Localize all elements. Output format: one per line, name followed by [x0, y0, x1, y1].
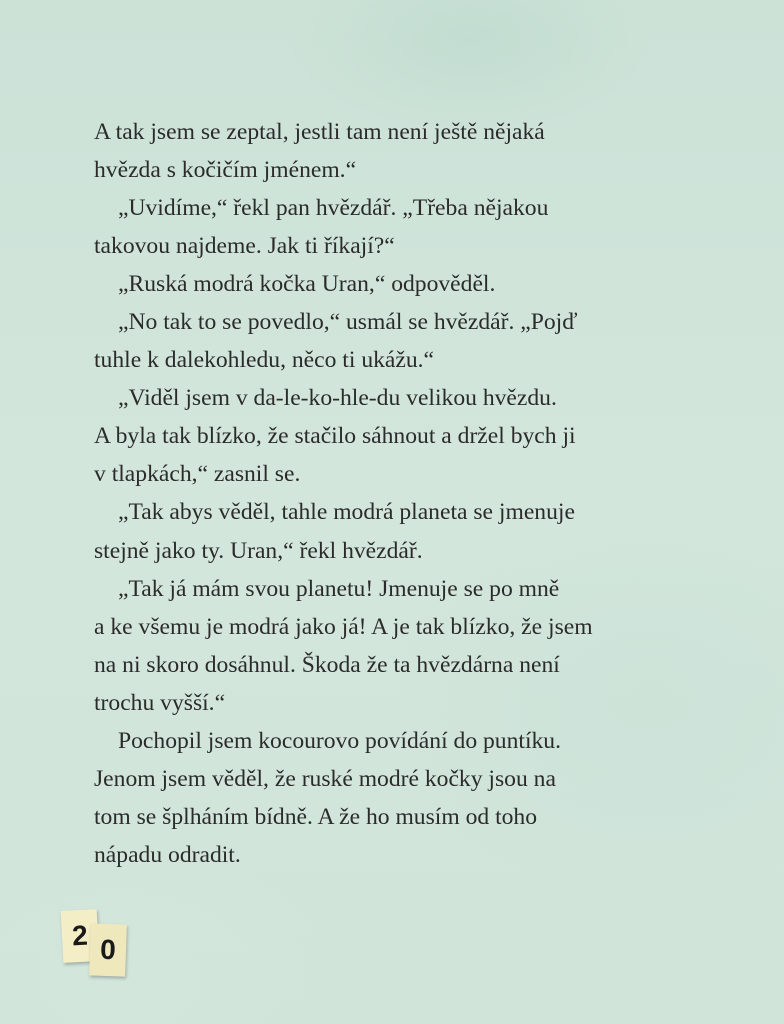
- text-line: A tak jsem se zeptal, jestli tam není ještě nějaká: [94, 119, 545, 145]
- text-line: hvězda s kočičím jménem.“: [94, 157, 357, 184]
- text-line: trochu vyšší.“: [94, 689, 226, 716]
- text-line: tuhle k dalekohledu, něco ti ukážu.“: [94, 347, 435, 374]
- text-line: A byla tak blízko, že stačilo sáhnout a držel bych ji: [94, 423, 576, 450]
- text-line: „Ruská modrá kočka Uran,“ odpověděl.: [118, 271, 496, 298]
- text-line: nápadu odradit.: [94, 841, 241, 868]
- text-line: „Viděl jsem v da-le-ko-hle-du velikou hvězdu.: [118, 385, 557, 412]
- text-line: tom se šplháním bídně. A že ho musím od toho: [94, 803, 538, 830]
- text-line: stejně jako ty. Uran,“ řekl hvězdář.: [94, 537, 423, 564]
- text-line: takovou najdeme. Jak ti říkají?“: [94, 233, 395, 260]
- text-line: Jenom jsem věděl, že ruské modré kočky jsou na: [94, 765, 556, 792]
- text-line: „No tak to se povedlo,“ usmál se hvězdář. „Pojď: [118, 309, 578, 336]
- page-number-digit-first: 2: [61, 909, 100, 963]
- text-line: „Tak já mám svou planetu! Jmenuje se po mně: [118, 575, 560, 602]
- text-line: a ke všemu je modrá jako já! A je tak blízko, že jsem: [94, 613, 593, 640]
- page-number-digit-second: 0: [89, 923, 127, 976]
- text-line: na ni skoro dosáhnul. Škoda že ta hvězdárna není: [94, 651, 560, 678]
- page-number: [58, 906, 138, 986]
- text-line: „Tak abys věděl, tahle modrá planeta se jmenuje: [118, 499, 575, 526]
- text-line: v tlapkách,“ zasnil se.: [94, 461, 301, 488]
- text-line: „Uvidíme,“ řekl pan hvězdář. „Třeba nějakou: [118, 195, 549, 222]
- story-text: [94, 113, 694, 874]
- text-line: Pochopil jsem kocourovo povídání do puntíku.: [118, 727, 562, 754]
